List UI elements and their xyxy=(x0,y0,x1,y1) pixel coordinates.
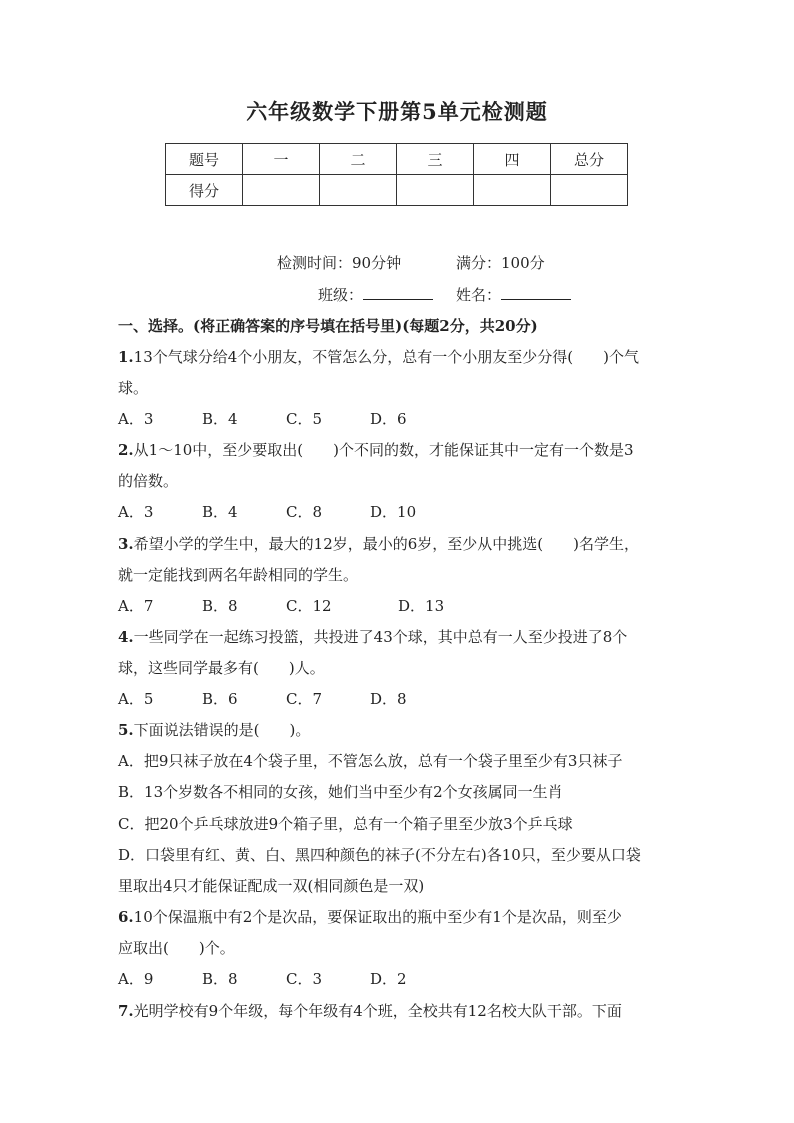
question-1-cont: 球。 xyxy=(118,379,149,397)
question-4 xyxy=(118,626,678,647)
question-3-options xyxy=(118,595,678,616)
score-table-cell: 一 xyxy=(243,144,320,175)
score-table-cell: 三 xyxy=(397,144,474,175)
name-label: 姓名： xyxy=(456,286,502,304)
full-score: 满分：100分 xyxy=(456,254,545,272)
name-blank[interactable] xyxy=(501,285,571,300)
question-2-cont: 的倍数。 xyxy=(118,472,179,490)
option-d-cont: 里取出4只才能保证配成一双(相同颜色是一双) xyxy=(118,877,425,895)
name-field xyxy=(456,284,571,305)
option-d[interactable]: D．6 xyxy=(370,410,407,428)
question-2 xyxy=(118,439,678,460)
option-b[interactable]: B．8 xyxy=(202,970,238,988)
question-4-cont: 球，这些同学最多有( )人。 xyxy=(118,659,325,677)
question-6-cont: 应取出( )个。 xyxy=(118,939,235,957)
option-b[interactable]: B．13个岁数各不相同的女孩，她们当中至少有2个女孩属同一生肖 xyxy=(118,783,563,801)
option-a[interactable]: A．9 xyxy=(118,970,154,988)
option-c[interactable]: C．8 xyxy=(286,503,323,521)
option-c[interactable]: C．5 xyxy=(286,410,323,428)
question-1-options xyxy=(118,408,678,429)
question-number: 1. xyxy=(118,348,134,366)
exam-time: 检测时间：90分钟 xyxy=(277,254,402,272)
question-3 xyxy=(118,533,678,554)
score-input-cell[interactable] xyxy=(320,175,397,206)
score-input-cell[interactable] xyxy=(397,175,474,206)
question-text: 下面说法错误的是( )。 xyxy=(133,721,311,739)
option-a[interactable]: A．5 xyxy=(118,690,154,708)
question-7 xyxy=(118,1000,678,1021)
question-1 xyxy=(118,346,678,367)
question-6-options xyxy=(118,968,678,989)
option-d[interactable]: D．13 xyxy=(398,597,445,615)
score-table-cell: 四 xyxy=(474,144,551,175)
score-table-cell: 总分 xyxy=(551,144,628,175)
class-field xyxy=(318,284,433,305)
question-number: 5. xyxy=(118,721,134,739)
option-c[interactable]: C．7 xyxy=(286,690,323,708)
score-table-cell: 题号 xyxy=(166,144,243,175)
option-b[interactable]: B．8 xyxy=(202,597,238,615)
page-title: 六年级数学下册第5单元检测题 xyxy=(246,99,548,124)
question-text: 13个气球分给4个小朋友，不管怎么分，总有一个小朋友至少分得( )个气 xyxy=(133,348,640,366)
option-d[interactable]: D．口袋里有红、黄、白、黑四种颜色的袜子(不分左右)各10只，至少要从口袋 xyxy=(118,846,641,864)
question-number: 4. xyxy=(118,628,134,646)
score-table-cell: 二 xyxy=(320,144,397,175)
option-d[interactable]: D．10 xyxy=(370,503,417,521)
question-number: 6. xyxy=(118,908,134,926)
question-text: 希望小学的学生中，最大的12岁，最小的6岁，至少从中挑选( )名学生， xyxy=(133,535,640,553)
class-label: 班级： xyxy=(318,286,364,304)
score-input-cell[interactable] xyxy=(243,175,320,206)
question-5 xyxy=(118,719,678,740)
score-table-score-row xyxy=(166,175,628,206)
question-text: 从1～10中，至少要取出( )个不同的数，才能保证其中一定有一个数是3 xyxy=(133,441,634,459)
option-c[interactable]: C．12 xyxy=(286,597,332,615)
score-input-cell[interactable] xyxy=(474,175,551,206)
option-a[interactable]: A．把9只袜子放在4个袋子里，不管怎么放，总有一个袋子里至少有3只袜子 xyxy=(118,752,623,770)
score-input-cell[interactable] xyxy=(551,175,628,206)
option-d[interactable]: D．2 xyxy=(370,970,407,988)
question-2-options xyxy=(118,501,678,522)
class-blank[interactable] xyxy=(363,285,433,300)
option-a[interactable]: A．3 xyxy=(118,503,154,521)
question-number: 3. xyxy=(118,535,134,553)
option-b[interactable]: B．6 xyxy=(202,690,238,708)
option-a[interactable]: A．7 xyxy=(118,597,154,615)
score-table-header-row xyxy=(166,144,628,175)
score-table-row-label: 得分 xyxy=(166,175,243,206)
option-c[interactable]: C．把20个乒乓球放进9个箱子里，总有一个箱子里至少放3个乒乓球 xyxy=(118,815,573,833)
option-d[interactable]: D．8 xyxy=(370,690,407,708)
option-b[interactable]: B．4 xyxy=(202,410,238,428)
section-heading: 一、选择。(将正确答案的序号填在括号里)(每题2分，共20分) xyxy=(118,317,538,335)
option-a[interactable]: A．3 xyxy=(118,410,154,428)
question-text: 10个保温瓶中有2个是次品，要保证取出的瓶中至少有1个是次品，则至少 xyxy=(133,908,622,926)
question-number: 7. xyxy=(118,1002,134,1020)
question-3-cont: 就一定能找到两名年龄相同的学生。 xyxy=(118,566,359,584)
option-c[interactable]: C．3 xyxy=(286,970,323,988)
question-number: 2. xyxy=(118,441,134,459)
question-text: 光明学校有9个年级，每个年级有4个班，全校共有12名校大队干部。下面 xyxy=(133,1002,622,1020)
question-text: 一些同学在一起练习投篮，共投进了43个球，其中总有一人至少投进了8个 xyxy=(133,628,628,646)
question-6 xyxy=(118,906,678,927)
score-table xyxy=(165,143,628,206)
question-4-options xyxy=(118,688,678,709)
option-b[interactable]: B．4 xyxy=(202,503,238,521)
